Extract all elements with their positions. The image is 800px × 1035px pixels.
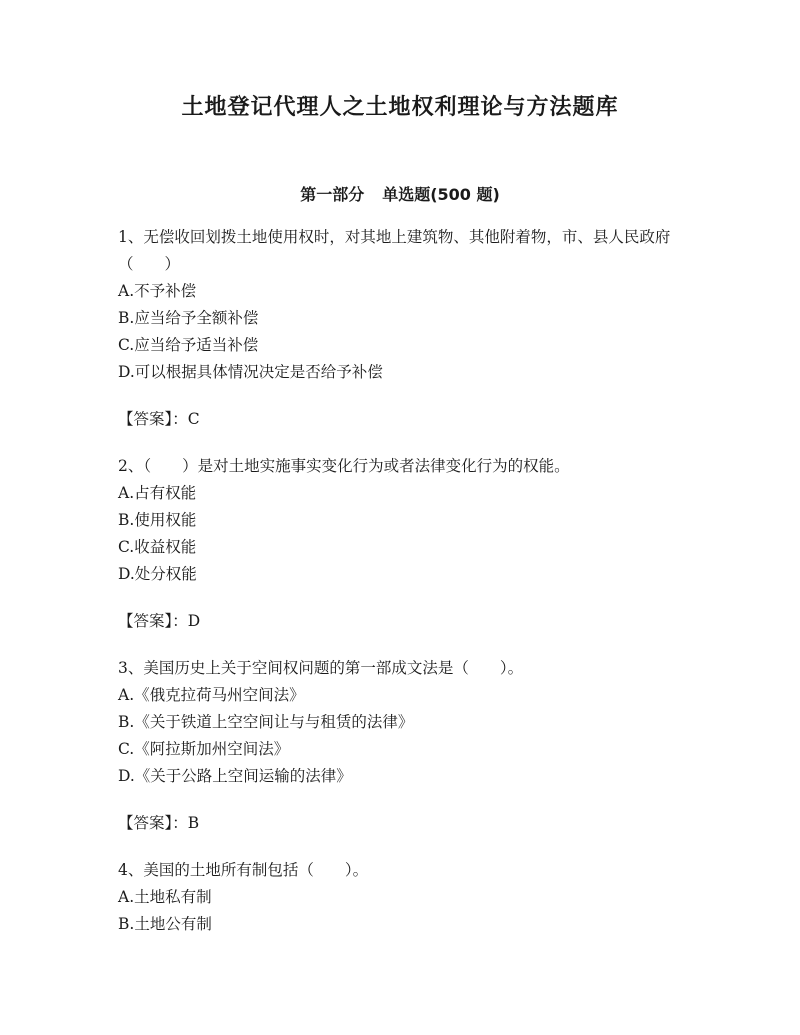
- section-part: 第一部分: [300, 185, 365, 204]
- answer-label: 【答案】：: [118, 814, 188, 832]
- question-1: [118, 224, 678, 433]
- document-title: 土地登记代理人之土地权利理论与方法题库: [181, 95, 619, 120]
- question-2: [118, 453, 678, 635]
- answer-value: C: [187, 410, 200, 428]
- answer-line: [118, 810, 678, 837]
- option-b: B.使用权能: [118, 511, 197, 529]
- question-stem: 2、（ ）是对土地实施事实变化行为或者法律变化行为的权能。: [118, 457, 570, 475]
- question-stem: 4、美国的土地所有制包括（ ）。: [118, 861, 369, 879]
- option-a: A.土地私有制: [118, 888, 212, 906]
- question-3: [118, 655, 678, 837]
- option-d: D.可以根据具体情况决定是否给予补偿: [118, 363, 383, 381]
- question-stem: 1、无偿收回划拨土地使用权时，对其地上建筑物、其他附着物，市、县人民政府（ ）: [118, 228, 671, 273]
- option-b: B.《关于铁道上空空间让与与租赁的法律》: [118, 713, 414, 731]
- option-d: D.处分权能: [118, 565, 197, 583]
- answer-label: 【答案】：: [118, 410, 188, 428]
- answer-value: D: [187, 612, 201, 630]
- answer-line: [118, 608, 678, 635]
- section-name: 单选题(500 题): [382, 185, 500, 204]
- option-d: D.《关于公路上空间运输的法律》: [118, 767, 352, 785]
- question-list: [118, 224, 678, 938]
- option-a: A.《俄克拉荷马州空间法》: [118, 686, 305, 704]
- option-c: C.《阿拉斯加州空间法》: [118, 740, 290, 758]
- option-b: B.土地公有制: [118, 915, 212, 933]
- answer-label: 【答案】：: [118, 612, 188, 630]
- answer-value: B: [187, 814, 200, 832]
- option-a: A.占有权能: [118, 484, 197, 502]
- option-a: A.不予补偿: [118, 282, 197, 300]
- option-c: C.收益权能: [118, 538, 197, 556]
- answer-line: [118, 406, 678, 433]
- question-4: [118, 857, 678, 938]
- section-heading: [0, 182, 800, 208]
- question-stem: 3、美国历史上关于空间权问题的第一部成文法是（ ）。: [118, 659, 524, 677]
- option-c: C.应当给予适当补偿: [118, 336, 259, 354]
- option-b: B.应当给予全额补偿: [118, 309, 259, 327]
